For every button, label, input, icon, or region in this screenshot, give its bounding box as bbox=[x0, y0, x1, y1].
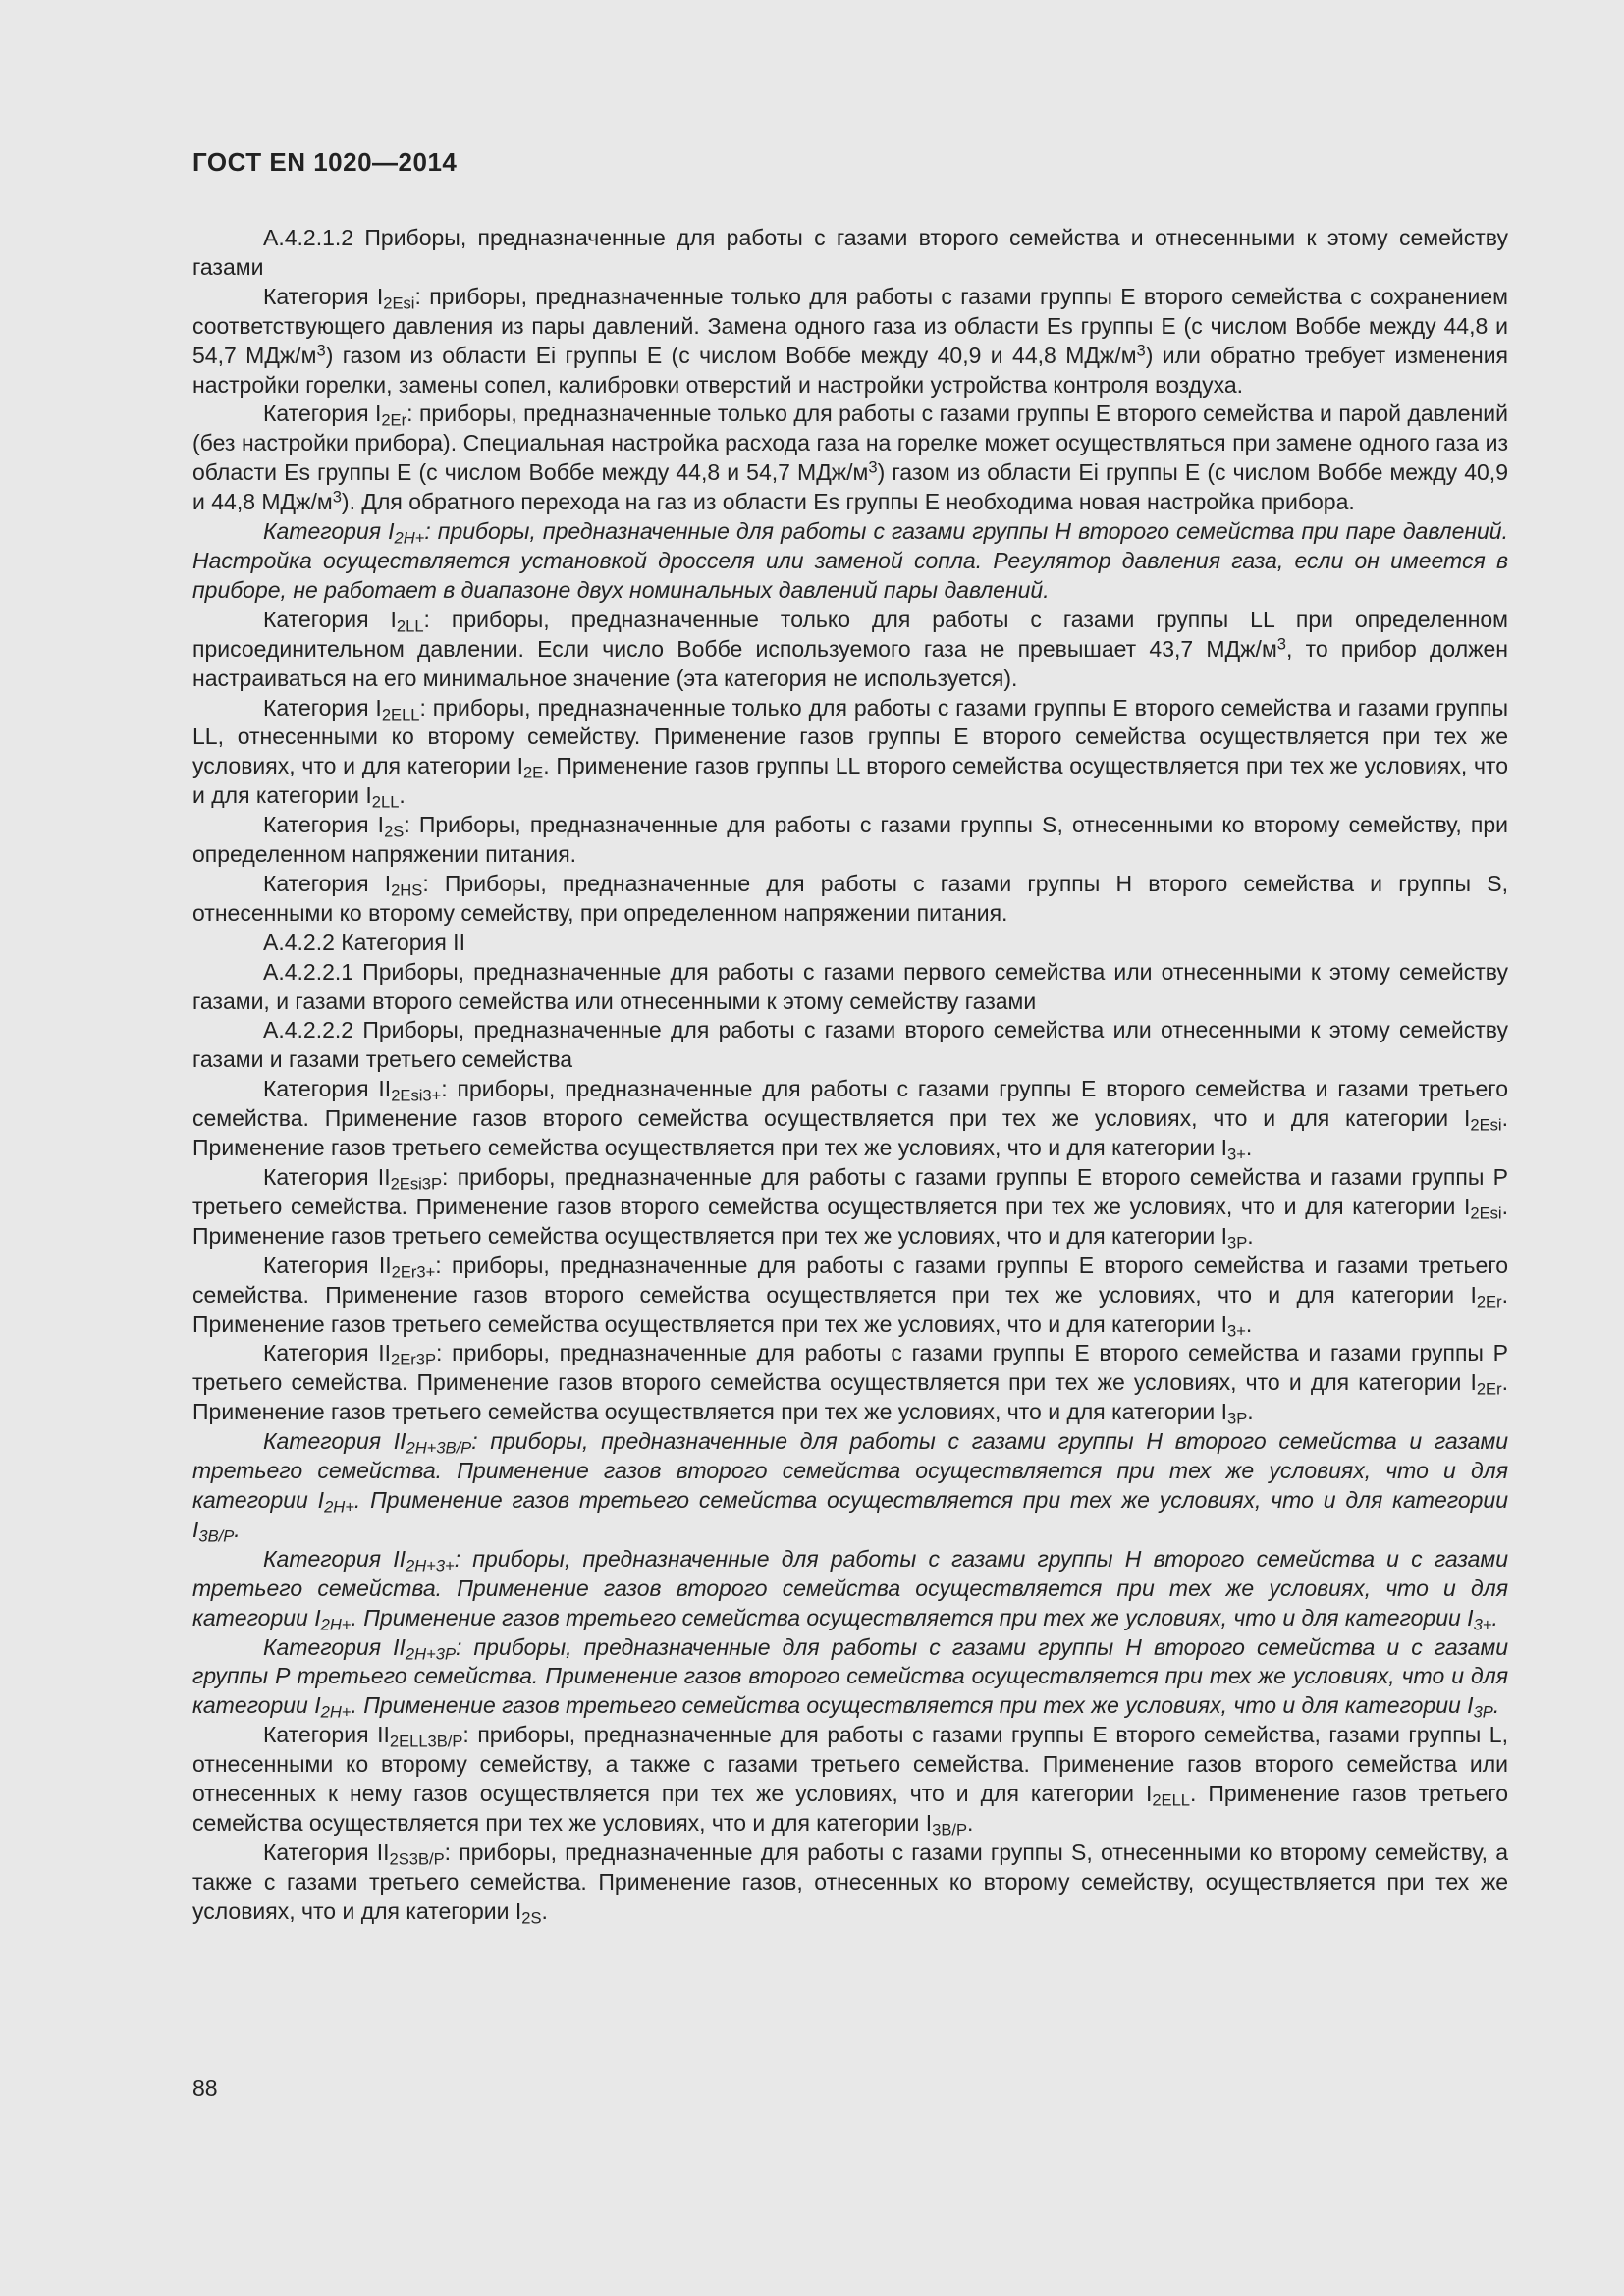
paragraph: Категория $I_{2LL}$: приборы, предназначенные только для работы с газами группы LL при определенном присоединительном давлении. Если число Воббе используемого газа не превышает 43,7 МДж/$м^3$, то прибор должен настраиваться на его минимальное значение (эта категория не используется). bbox=[192, 606, 1509, 691]
paragraph: Категория $II_{2H+3+}$: приборы, предназначенные для работы с газами группы Н второго семейства и с газами третьего семейства. Применение газов второго семейства осуществляется при тех же условиях, что и для категории $I_{2H+}$. Применение газов третьего семейства осуществляется при тех же условиях, что и для категории $I_{3+}$. bbox=[192, 1545, 1508, 1634]
page-number: 88 bbox=[192, 2075, 218, 2101]
paragraph: Категория $II_{2Er3+}$: приборы, предназначенные для работы с газами группы Е второго семейства и газами третьего семейства. Применение газов второго семейства осуществляется при тех же условиях, что и для категории $I_{2Er}$. Применение газов третьего семейства осуществляется при тех же условиях, что и для категории $I_{3+}$. bbox=[192, 1252, 1508, 1341]
paragraph: Категория $I_{2HS}$: Приборы, предназначенные для работы с газами группы Н второго семейства и группы S, отнесенными ко второму семейству, при определенном напряжении питания. bbox=[192, 870, 1508, 926]
paragraph: Категория $I_{2ELL}$: приборы, предназначенные только для работы с газами группы Е второго семейства и газами группы LL, отнесенными ко второму семейству. Применение газов группы Е второго семейства осуществляется при тех же условиях, что и для категории $I_{2E}$. Применение газов группы LL второго семейства осуществляется при тех же условиях, что и для категории $I_{2LL}$. bbox=[192, 694, 1509, 812]
paragraph: Категория $I_{2S}$: Приборы, предназначенные для работы с газами группы S, отнесенными ко второму семейству, при определенном напряжении питания. bbox=[192, 812, 1508, 868]
document-body bbox=[192, 224, 1508, 1927]
paragraph: Категория $II_{2ELL3B/P}$: приборы, предназначенные для работы с газами группы Е второго семейства, газами группы L, отнесенными ко второму семейству, а также с газами третьего семейства. Применение газов второго семейства или отнесенных к нему газов осуществляется при тех же условиях, что и для категории $I_{2ELL}$. Применение газов третьего семейства осуществляется при тех же условиях, что и для категории $I_{3B/P}$. bbox=[192, 1722, 1508, 1840]
paragraph: Категория $I_{2Er}$: приборы, предназначенные только для работы с газами группы Е второго семейства и парой давлений (без настройки прибора). Специальная настройка расхода газа на горелке может осуществляться при замене одного газа из области Es группы Е (с числом Воббе между 44,8 и 54,7 МДж/$м^3$) газом из области Ei группы Е (с числом Воббе между 40,9 и 44,8 МДж/$м^3$). Для обратного перехода на газ из области Es группы Е необходима новая настройка прибора. bbox=[192, 400, 1508, 515]
paragraph: Категория $I_{2Esi}$: приборы, предназначенные только для работы с газами группы Е второго семейства с сохранением соответствующего давления из пары давлений. Замена одного газа из области Es группы Е (с числом Воббе между 44,8 и 54,7 МДж/$м^3$) газом из области Ei группы Е (с числом Воббе между 40,9 и 44,8 МДж/$м^3$) или обратно требует изменения настройки горелки, замены сопел, калибровки отверстий и настройки устройства контроля воздуха. bbox=[192, 283, 1508, 398]
paragraph: Категория $I_{2H+}$: приборы, предназначенные для работы с газами группы Н второго семейства при паре давлений. Настройка осуществляется установкой дросселя или заменой сопла. Регулятор давления газа, если он имеется в приборе, не работает в диапазоне двух номинальных давлений пары давлений. bbox=[192, 518, 1508, 603]
document-header: ГОСТ EN 1020—2014 bbox=[192, 147, 458, 177]
paragraph: Категория $II_{2H+3P}$: приборы, предназначенные для работы с газами группы Н второго семейства и с газами группы Р третьего семейства. Применение газов второго семейства осуществляется при тех же условиях, что и для категории $I_{2H+}$. Применение газов третьего семейства осуществляется при тех же условиях, что и для категории $I_{3P}$. bbox=[192, 1633, 1508, 1722]
paragraph: Категория $II_{2Esi3+}$: приборы, предназначенные для работы с газами группы Е второго семейства и газами третьего семейства. Применение газов второго семейства осуществляется при тех же условиях, что и для категории $I_{2Esi}$. Применение газов третьего семейства осуществляется при тех же условиях, что и для категории $I_{3+}$. bbox=[192, 1076, 1508, 1164]
paragraph: А.4.2.2.2 Приборы, предназначенные для работы с газами второго семейства или отнесенными к этому семейству газами и газами третьего семейства bbox=[192, 1017, 1508, 1073]
paragraph: А.4.2.2 Категория II bbox=[263, 929, 465, 955]
paragraph: А.4.2.1.2 Приборы, предназначенные для работы с газами второго семейства и отнесенными к этому семейству газами bbox=[192, 225, 1508, 280]
paragraph: А.4.2.2.1 Приборы, предназначенные для работы с газами первого семейства или отнесенными к этому семейству газами, и газами второго семейства или отнесенными к этому семейству газами bbox=[192, 958, 1508, 1014]
paragraph: Категория $II_{2H+3B/P}$: приборы, предназначенные для работы с газами группы Н второго семейства и газами третьего семейства. Применение газов второго семейства осуществляется при тех же условиях, что и для категории $I_{2H+}$. Применение газов третьего семейства осуществляется при тех же условиях, что и для категории $I_{3B/P}$. bbox=[192, 1428, 1508, 1546]
paragraph: Категория $II_{2Esi3P}$: приборы, предназначенные для работы с газами группы Е второго семейства и газами группы Р третьего семейства. Применение газов второго семейства осуществляется при тех же условиях, что и для категории $I_{2Esi}$. Применение газов третьего семейства осуществляется при тех же условиях, что и для категории $I_{3P}$. bbox=[192, 1164, 1508, 1253]
paragraph: Категория $II_{2Er3P}$: приборы, предназначенные для работы с газами группы Е второго семейства и газами группы Р третьего семейства. Применение газов второго семейства осуществляется при тех же условиях, что и для категории $I_{2Er}$. Применение газов третьего семейства осуществляется при тех же условиях, что и для категории $I_{3P}$. bbox=[192, 1340, 1508, 1428]
paragraph: Категория $II_{2S3B/P}$: приборы, предназначенные для работы с газами группы S, отнесенными ко второму семейству, а также с газами третьего семейства. Применение газов, отнесенных ко второму семейству, осуществляется при тех же условиях, что и для категории $I_{2S}$. bbox=[192, 1839, 1508, 1928]
